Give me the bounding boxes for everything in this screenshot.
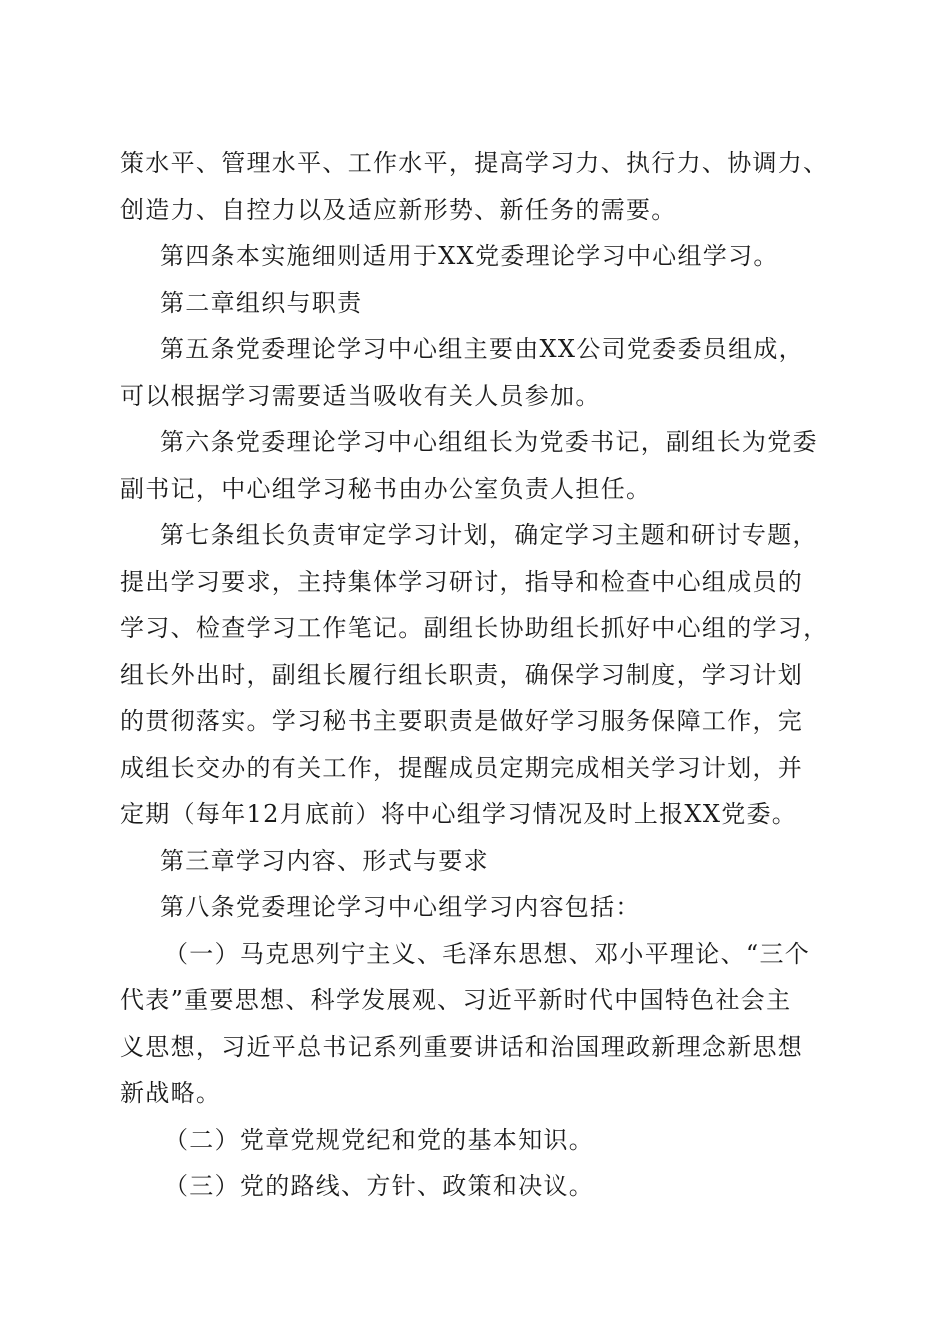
text-line: 创造力、自控力以及适应新形势、新任务的需要。 <box>120 195 677 224</box>
text-line: 新战略。 <box>120 1079 222 1107</box>
chapter-3-heading: 第三章学习内容、形式与要求 <box>160 846 489 875</box>
text-line: 策水平、管理水平、工作水平，提高学习力、执行力、协调力、 <box>120 149 829 177</box>
text-line: 定期（每年12月底前）将中心组学习情况及时上报XX党委。 <box>120 800 798 828</box>
text-line: 成组长交办的有关工作，提醒成员定期完成相关学习计划，并 <box>120 753 804 782</box>
text-line: 提出学习要求，主持集体学习研讨，指导和检查中心组成员的 <box>120 567 804 596</box>
text-line: 代表”重要思想、科学发展观、习近平新时代中国特色社会主 <box>120 986 792 1014</box>
article-7-line: 第七条组长负责审定学习计划，确定学习主题和研讨专题， <box>160 521 818 549</box>
article-5-line: 第五条党委理论学习中心组主要由XX公司党委委员组成， <box>160 335 804 363</box>
document-page <box>120 140 838 1210</box>
text-line: 的贯彻落实。学习秘书主要职责是做好学习服务保障工作，完 <box>120 707 804 735</box>
text-line: 学习、检查学习工作笔记。副组长协助组长抓好中心组的学习， <box>120 614 829 642</box>
text-line: 组长外出时，副组长履行组长职责，确保学习制度，学习计划 <box>120 660 804 689</box>
list-item-2-line: （二）党章党规党纪和党的基本知识。 <box>164 1125 595 1154</box>
text-line: 副书记，中心组学习秘书由办公室负责人担任。 <box>120 474 652 503</box>
text-line: 义思想，习近平总书记系列重要讲话和治国理政新理念新思想 <box>120 1032 804 1061</box>
text-line: 可以根据学习需要适当吸收有关人员参加。 <box>120 381 601 410</box>
list-item-3-line: （三）党的路线、方针、政策和决议。 <box>164 1172 595 1200</box>
list-item-1-line: （一）马克思列宁主义、毛泽东思想、邓小平理论、“三个 <box>164 939 811 968</box>
article-4-line: 第四条本实施细则适用于XX党委理论学习中心组学习。 <box>160 242 779 270</box>
chapter-2-heading: 第二章组织与职责 <box>160 288 363 317</box>
article-8-line: 第八条党委理论学习中心组学习内容包括： <box>160 893 641 921</box>
article-6-line: 第六条党委理论学习中心组组长为党委书记，副组长为党委 <box>160 428 818 456</box>
